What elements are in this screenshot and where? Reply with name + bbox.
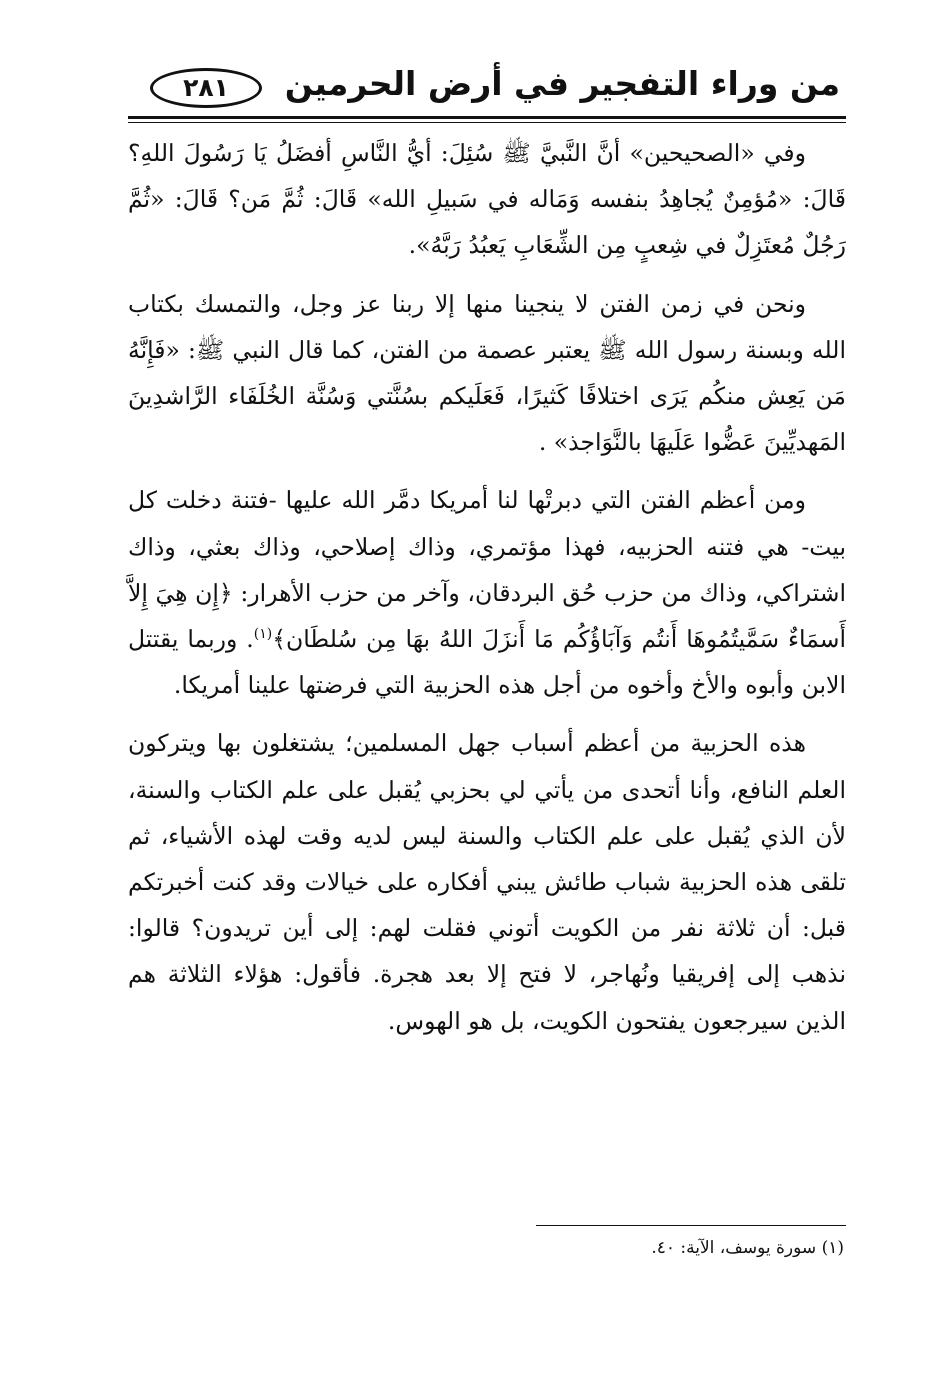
- paragraph-2: ونحن في زمن الفتن لا ينجينا منها إلا ربنا عز وجل، والتمسك بكتاب الله وبسنة رسول الله ﷺ يعتبر عصمة من الفتن، كما قال النبي ﷺ: «فَإِنَّهُ مَن يَعِش منكُم يَرَى اختلافًا كَثيرًا، فَعَلَيكم بسُنَّتي وَسُنَّة الخُلَفَاء الرَّاشدِينَ المَهديِّينَ عَضُّوا عَلَيهَا بالنَّوَاجذ» .: [128, 289, 846, 457]
- footnote-divider: [536, 1225, 846, 1226]
- footnote-reference[interactable]: (١): [253, 626, 273, 643]
- page-header: [128, 62, 846, 118]
- page-number: ٢٨١: [150, 68, 262, 108]
- paragraph-3-before: ومن أعظم الفتن التي دبرتْها لنا أمريكا دمَّر الله عليها -فتنة دخلت كل بيت- هي فتنه الحزبيه، فهذا مؤتمري، وذاك إصلاحي، وذاك بعثي، وذاك اشتراكي، وذاك من حزب حُق البردقان، وآخر من حزب الأهرار:: [128, 486, 846, 607]
- footnote: (١) سورة يوسف، الآية: ٤٠.: [651, 1238, 844, 1258]
- quran-verse: ﴿إِن هِيَ إِلاَّ أَسمَاءٌ سَمَّيتُمُوهَا أَنتُم وَآبَاؤُكُم مَا أَنزَلَ اللهُ بهَا مِن سُلطَان﴾: [128, 578, 846, 654]
- paragraph-3: [128, 477, 846, 708]
- header-rule-thin: [128, 122, 846, 123]
- header-rule-thick: [128, 116, 846, 119]
- paragraph-1: وفي «الصحيحين» أنَّ النَّبيَّ ﷺ سُئِلَ: أيُّ النَّاسِ أفضَلُ يَا رَسُولَ اللهِ؟ قَالَ: «مُؤمِنٌ يُجاهِدُ بنفسه وَمَاله في سَبيلِ الله» قَالَ: ثُمَّ مَن؟ قَالَ: «ثُمَّ رَجُلٌ مُعتَزِلٌ في شِعبٍ مِن الشِّعَابِ يَعبُدُ رَبَّهُ».: [128, 139, 846, 260]
- book-title: من وراء التفجير في أرض الحرمين: [284, 64, 840, 103]
- body-text: [128, 130, 846, 1056]
- paragraph-4: هذه الحزبية من أعظم أسباب جهل المسلمين؛ يشتغلون بها ويتركون العلم النافع، وأنا أتحدى من يأتي لي بحزبي يُقبل على علم الكتاب والسنة، لأن الذي يُقبل على علم الكتاب والسنة ليس لديه وقت لهذه الأشياء، ثم تلقى هذه الحزبية شباب طائش يبني أفكاره على خيالات وقد كنت أخبرتكم قبل: أن ثلاثة نفر من الكويت أتوني فقلت لهم: إلى أين تريدون؟ قالوا: نذهب إلى إفريقيا ونُهاجر، لا فتح إلا بعد هجرة. فأقول: هؤلاء الثلاثة هم الذين سيرجعون يفتحون الكويت، بل هو الهوس.: [128, 729, 846, 1035]
- paragraph-3-after: . وربما يقتتل الابن وأبوه والأخ وأخوه من أجل هذه الحزبية التي فرضتها علينا أمريكا.: [128, 625, 846, 700]
